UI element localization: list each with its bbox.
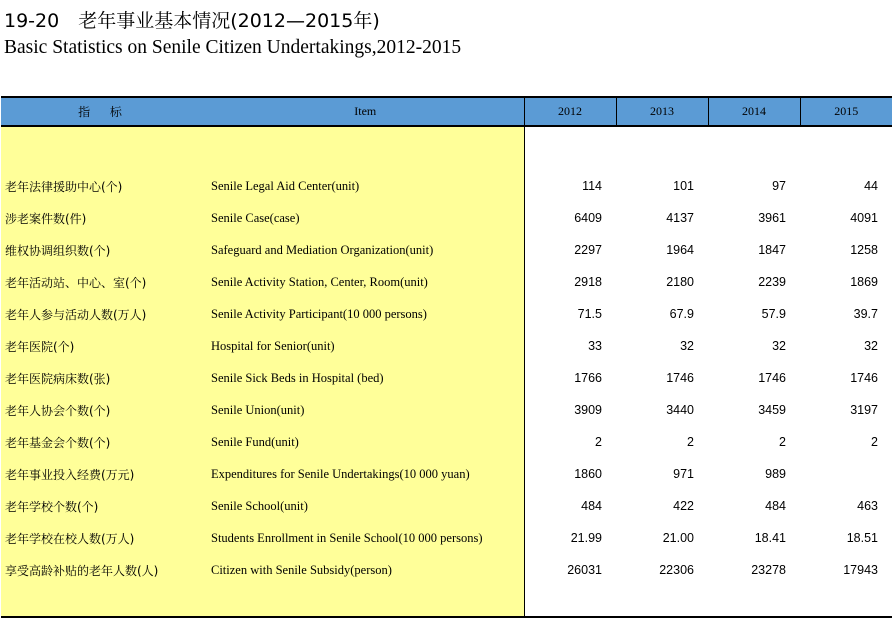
table-row <box>1 426 892 458</box>
row-label-cn: 老年人协会个数(个) <box>1 394 207 426</box>
value-cell-2013: 4137 <box>666 211 694 225</box>
value-cell-2015: 1869 <box>850 275 878 289</box>
table-row <box>1 234 892 266</box>
header-item-en: Item <box>207 97 524 126</box>
value-cell-2012: 2 <box>595 435 602 449</box>
row-label-cn: 老年事业投入经费(万元) <box>1 458 207 490</box>
value-cell-2014: 484 <box>765 499 786 513</box>
table-row <box>1 458 892 490</box>
statistics-table <box>1 96 892 618</box>
row-label-cn: 老年学校个数(个) <box>1 490 207 522</box>
row-label-cn: 老年医院病床数(张) <box>1 362 207 394</box>
page-title-english: Basic Statistics on Senile Citizen Undertakings,2012-2015 <box>4 37 462 58</box>
value-cell-2012: 1860 <box>574 467 602 481</box>
row-label-cn: 涉老案件数(件) <box>1 202 207 234</box>
value-cell-2012: 33 <box>588 339 602 353</box>
value-cell-2012: 26031 <box>567 563 602 577</box>
row-label-en: Senile Legal Aid Center(unit) <box>207 170 524 202</box>
value-cell-2012: 2297 <box>574 243 602 257</box>
row-label-cn: 老年医院(个) <box>1 330 207 362</box>
value-cell-2013: 422 <box>673 499 694 513</box>
value-cell-2013: 67.9 <box>669 307 694 321</box>
value-cell-2012: 2918 <box>574 275 602 289</box>
value-cell-2015: 1746 <box>850 371 878 385</box>
row-label-en: Senile School(unit) <box>207 490 524 522</box>
table-header <box>1 97 892 126</box>
value-cell-2012: 71.5 <box>577 307 602 321</box>
header-year-2014: 2014 <box>708 97 800 126</box>
table-row <box>1 394 892 426</box>
table-body <box>1 126 892 617</box>
table-row <box>1 554 892 586</box>
value-cell-2014: 2 <box>779 435 786 449</box>
header-indicator-cn: 指 标 <box>1 97 207 126</box>
value-cell-2012: 114 <box>582 179 602 193</box>
value-cell-2013: 101 <box>673 179 694 193</box>
spacer-row <box>1 126 892 170</box>
value-cell-2013: 1746 <box>666 371 694 385</box>
value-cell-2015: 18.51 <box>846 531 878 545</box>
table-row <box>1 298 892 330</box>
value-cell-2015: 1258 <box>850 243 878 257</box>
value-cell-2013: 1964 <box>666 243 694 257</box>
table-row <box>1 202 892 234</box>
header-year-2012: 2012 <box>524 97 616 126</box>
table-row <box>1 330 892 362</box>
header-year-2015: 2015 <box>800 97 892 126</box>
row-label-en: Senile Activity Participant(10 000 persons) <box>207 298 524 330</box>
value-cell-2014: 1847 <box>758 243 786 257</box>
value-cell-2013: 22306 <box>659 563 694 577</box>
row-label-en: Senile Activity Station, Center, Room(unit) <box>207 266 524 298</box>
value-cell-2015: 2 <box>871 435 878 449</box>
value-cell-2013: 32 <box>680 339 694 353</box>
value-cell-2012: 484 <box>581 499 602 513</box>
value-cell-2013: 3440 <box>666 403 694 417</box>
value-cell-2014: 57.9 <box>761 307 786 321</box>
row-label-en: Citizen with Senile Subsidy(person) <box>207 554 524 586</box>
value-cell-2014: 3961 <box>758 211 786 225</box>
row-label-cn: 老年基金会个数(个) <box>1 426 207 458</box>
header-row <box>1 97 892 126</box>
value-cell-2014: 989 <box>765 467 786 481</box>
value-cell-2014: 32 <box>772 339 786 353</box>
value-cell-2015: 17943 <box>843 563 878 577</box>
table-row <box>1 170 892 202</box>
value-cell-2012: 6409 <box>574 211 602 225</box>
value-cell-2012: 3909 <box>574 403 602 417</box>
row-label-cn: 老年人参与活动人数(万人) <box>1 298 207 330</box>
spacer-row-bottom <box>1 586 892 617</box>
value-cell-2012: 21.99 <box>570 531 602 545</box>
table-row <box>1 490 892 522</box>
row-label-cn: 维权协调组织数(个) <box>1 234 207 266</box>
row-label-en: Senile Sick Beds in Hospital (bed) <box>207 362 524 394</box>
row-label-en: Expenditures for Senile Undertakings(10 000 yuan) <box>207 458 524 490</box>
value-cell-2015: 4091 <box>850 211 878 225</box>
value-cell-2014: 97 <box>772 179 786 193</box>
value-cell-2014: 23278 <box>751 563 786 577</box>
row-label-en: Safeguard and Mediation Organization(unit) <box>207 234 524 266</box>
value-cell-2013: 971 <box>673 467 694 481</box>
value-cell-2015: 463 <box>857 499 878 513</box>
row-label-en: Senile Case(case) <box>207 202 524 234</box>
row-label-en: Senile Fund(unit) <box>207 426 524 458</box>
value-cell-2015: 44 <box>864 179 878 193</box>
table-row <box>1 266 892 298</box>
value-cell-2015: 3197 <box>850 403 878 417</box>
row-label-en: Hospital for Senior(unit) <box>207 330 524 362</box>
value-cell-2014: 2239 <box>758 275 786 289</box>
value-cell-2013: 2 <box>687 435 694 449</box>
row-label-en: Students Enrollment in Senile School(10 000 persons) <box>207 522 524 554</box>
value-cell-2013: 21.00 <box>662 531 694 545</box>
table-row <box>1 522 892 554</box>
row-label-cn: 享受高龄补贴的老年人数(人) <box>1 554 207 586</box>
value-cell-2014: 3459 <box>758 403 786 417</box>
row-label-cn: 老年法律援助中心(个) <box>1 170 207 202</box>
header-year-2013: 2013 <box>616 97 708 126</box>
value-cell-2014: 18.41 <box>754 531 786 545</box>
row-label-cn: 老年活动站、中心、室(个) <box>1 266 207 298</box>
row-label-cn: 老年学校在校人数(万人) <box>1 522 207 554</box>
value-cell-2015: 32 <box>864 339 878 353</box>
value-cell-2014: 1746 <box>758 371 786 385</box>
row-label-en: Senile Union(unit) <box>207 394 524 426</box>
value-cell-2013: 2180 <box>666 275 694 289</box>
page-title-chinese: 19-20 老年事业基本情况(2012—2015年) <box>4 10 380 32</box>
value-cell-2012: 1766 <box>574 371 602 385</box>
value-cell-2015 <box>800 458 892 490</box>
value-cell-2015: 39.7 <box>853 307 878 321</box>
table-row <box>1 362 892 394</box>
